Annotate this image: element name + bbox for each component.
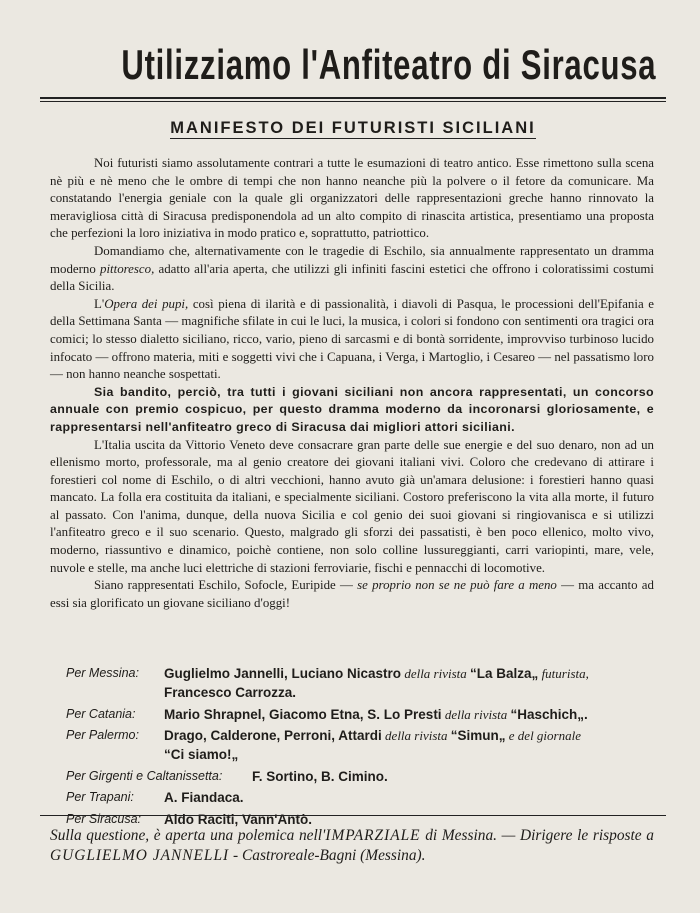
paragraph-2-italic: pittoresco, — [100, 261, 155, 276]
paragraph-6-text: Siano rappresentati Eschilo, Sofocle, Euripide — — [94, 578, 358, 593]
journal-prefix: della rivista — [381, 728, 451, 743]
city-row-trapani — [66, 788, 666, 807]
paragraph-3 — [50, 296, 654, 384]
paragraph-4-bold: Sia bandito, perciò, tra tutti i giovani siciliani non ancora rappresentati, un concorso annuale con premio cospicuo, per questo dramma moderno da incoronarsi gloriosamente, e rappresentarsi nell'anfiteatro greco di Siracusa dai migliori attori siciliani. — [50, 384, 654, 434]
city-names — [164, 664, 589, 702]
paragraph-2 — [50, 243, 654, 296]
newspaper-name: IMPARZIALE — [325, 827, 421, 844]
city-names — [164, 705, 588, 724]
city-row-girgenti — [66, 767, 666, 786]
paragraph-3-text: L' — [94, 296, 105, 311]
city-label: Per Girgenti e Caltanissetta: — [66, 768, 223, 783]
journal-prefix: della rivista — [441, 706, 511, 722]
city-signatories — [66, 664, 666, 831]
paragraph-5: L'Italia uscita da Vittorio Veneto deve consacrare gran parte delle sue energie e del suo denaro, non ad un ellenismo morto, professorale, ma al genio creatore dei giovani italiani vivi. Coloro che credevano di attirare i forestieri col nome di Eschilo, o di altri vecchioni, hanno avuto già un'amara delusione: i forestieri hanno quasi mancato. La folla era costituita da italiani, e specialmente siciliani. Costoro preferiscono la vita alla morte, il futuro al passato. Con l'anima, dunque, della nuova Sicilia e col genio dei suoi giovani si ringiovanisca e si utilizzi l'anfiteatro greco e il suo scenario. Questo, malgrado gli sforzi dei passatisti, è ben poco ellenico, molto vivo, moderno, riassuntivo e dinamico, poichè contiene, non solo colline lussureggianti, carri variopinti, mare, vele, nuvole e stelle, ma anche luci elettriche di stazioni ferroviarie, fischi e pennacchi di locomotive. — [50, 437, 654, 575]
city-label: Per Palermo: — [66, 728, 139, 742]
footer-text: Sulla questione, è aperta una polemica nell' — [50, 827, 326, 844]
title-rule — [40, 97, 666, 99]
paragraph-6-italic: se proprio non se ne può fare a meno — [357, 578, 557, 593]
city-names — [164, 726, 581, 764]
journal-suffix: futurista, — [538, 666, 589, 681]
signatory-names: Aldo Raciti, Vann'Antò. — [164, 811, 312, 827]
signatory-names: Mario Shrapnel, Giacomo Etna, S. Lo Presti — [164, 706, 442, 722]
signatory-names: Guglielmo Jannelli, Luciano Nicastro — [164, 666, 402, 681]
footer-text-2: di Messina. — Dirigere le risposte a — [420, 827, 654, 844]
city-row-palermo — [66, 726, 666, 764]
signatory-names-line2: Francesco Carrozza. — [164, 685, 297, 700]
contact-address: - Castroreale-Bagni (Messina). — [229, 847, 426, 864]
journal-suffix: e del giornale — [505, 728, 581, 743]
paragraph-6-text-end: — ma accanto ad essi sia glorificato un giovane siciliano d'oggi! — [50, 578, 654, 610]
paragraph-2-text-end: adatto all'aria aperta, che utilizzi gli infiniti fascini estetici che offrono i coloratissimi costumi della Sicilia. — [50, 261, 654, 294]
signatory-names: A. Fiandaca. — [164, 790, 244, 805]
city-label: Per Trapani: — [66, 790, 134, 804]
city-names — [252, 767, 388, 786]
city-label: Per Catania: — [66, 706, 136, 721]
footer-rule — [40, 815, 666, 816]
journal-name: “Haschich„. — [510, 706, 588, 722]
paragraph-1: Noi futuristi siamo assolutamente contrari a tutte le esumazioni di teatro antico. Esse rimettono sulla scena nè più e nè meno che le ombre di tempi che non hanno neanche più la polvere o il fetore da comunicare. Ma constatando l'energia geniale con la quale gli organizzatori delle rappresentazioni greche hanno rinnovato la meravigliosa città di Siracusa predisponendola ad un alto compito di rinascita artistica, presentiamo una proposta che perfezioni la loro iniziativa in modo pratico e, soprattutto, patriottico. — [50, 156, 654, 241]
subtitle-block — [40, 119, 666, 138]
journal-prefix: della rivista — [401, 666, 471, 681]
page-title: Utilizziamo l'Anfiteatro di Siracusa — [121, 41, 657, 88]
signatory-names-line2: “Ci siamo!„ — [164, 747, 239, 762]
paragraph-3-italic: Opera dei pupi, — [104, 296, 189, 311]
city-label: Per Messina: — [66, 666, 139, 680]
journal-name: “Simun„ — [450, 728, 506, 743]
paragraph-2-text: Domandiamo che, alternativamente con le tragedie di Eschilo, sia annualmente rappresentato un dramma moderno — [50, 243, 654, 276]
manifesto-body — [50, 155, 654, 612]
city-names — [164, 788, 244, 807]
paragraph-3-text-end: così piena di ilarità e di passionalità, i diavoli di Pasqua, le processioni dell'Epifania e della Settimana Santa — magnifiche sfilate in cui le luci, la musica, i colori si fondono con sentimenti ora tragici ora comici; lo stesso dialetto siciliano, ricco, vario, pieno di sarcasmi e di bontà sorridente, improvviso turbinoso lucido infocato — offrono materia, miti e soggetti vivi che i Capuana, i Verga, i Martoglio, i Cesareo — nel passatismo loro — non hanno neanche sospettati. — [50, 296, 654, 382]
city-row-catania — [66, 705, 666, 724]
journal-name: “La Balza„ — [470, 666, 539, 681]
signatory-names: F. Sortino, B. Cimino. — [252, 768, 388, 784]
subtitle: MANIFESTO DEI FUTURISTI SICILIANI — [170, 119, 536, 137]
signatory-names: Drago, Calderone, Perroni, Attardi — [164, 728, 382, 743]
contact-name: GUGLIELMO JANNELLI — [50, 847, 230, 864]
city-row-messina — [66, 664, 666, 702]
city-label: Per Siracusa: — [66, 811, 142, 826]
title-rule-thin — [40, 101, 666, 102]
footer-note — [50, 826, 654, 866]
paragraph-6 — [50, 577, 654, 612]
